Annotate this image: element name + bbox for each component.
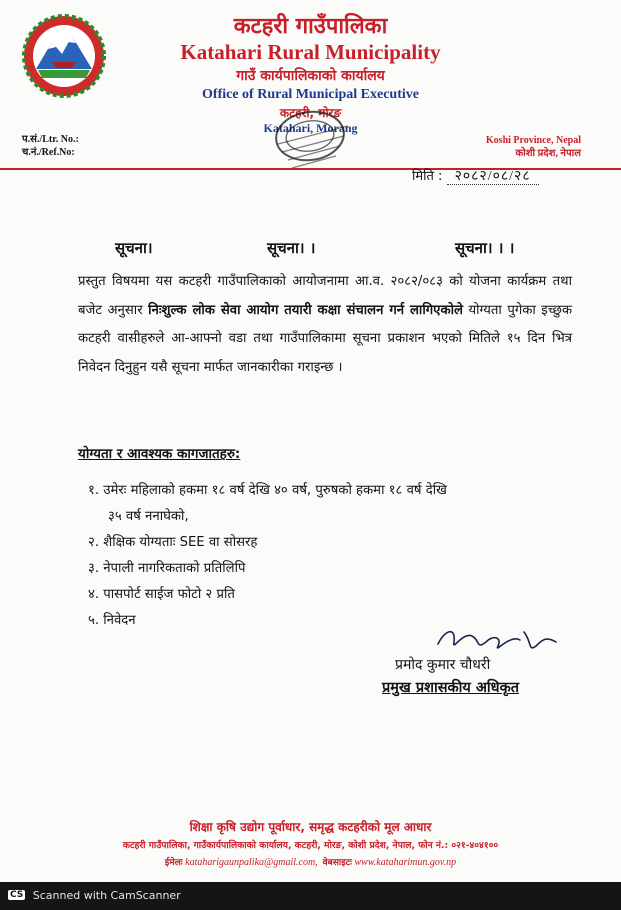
office-title-ne: गाउँ कार्यपालिकाको कार्यालय bbox=[236, 68, 385, 84]
scanner-text: Scanned with CamScanner bbox=[32, 889, 181, 902]
para-part-2: योग्यता पुगेका इच्छुक कटहरी वासीहरुले आ-आफ्नो वडा तथा गाउँपालिकामा सूचना प्रकाशन भएको मितिले १५ दिन भित्र निवेदन दिनुहुन यसै सूचना मार्फत जानकारीका गराइन्छ । bbox=[78, 302, 572, 375]
email-label: ईमेलः bbox=[164, 858, 183, 868]
province-ne: कोशी प्रदेश, नेपाल bbox=[515, 148, 581, 159]
footer-address: कटहरी गाउँपालिका, गाउँकार्यपालिकाको कार्यालय, कटहरी, मोरङ, कोशी प्रदेश, नेपाल, फोन नं.: ०२१-४०४१०० bbox=[122, 840, 499, 851]
footer-email: kataharigaunpalika@gmail.com, bbox=[185, 857, 318, 868]
list-item: ४. पासपोर्ट साईज फोटो २ प्रति bbox=[88, 587, 235, 602]
list-item: २. शैक्षिक योग्यताः SEE वा सोसरह bbox=[88, 535, 258, 550]
signatory-title bbox=[382, 680, 519, 696]
list-item: ५. निवेदन bbox=[88, 613, 136, 628]
signatory-title-text: प्रमुख प्रशासकीय अधिकृत bbox=[382, 680, 519, 696]
camscanner-logo-icon: CS bbox=[10, 890, 24, 900]
footer-slogan: शिक्षा कृषि उद्योग पूर्वाधार, समृद्ध कटहरीको मूल आधार bbox=[189, 820, 432, 834]
letter-reference bbox=[22, 133, 79, 159]
office-title-en: Office of Rural Municipal Executive bbox=[202, 87, 419, 102]
website-label: वेबसाइटः bbox=[322, 858, 353, 868]
notice-heading-3: सूचना। । । bbox=[455, 239, 515, 257]
province-en: Koshi Province, Nepal bbox=[485, 135, 581, 146]
province-block bbox=[486, 134, 581, 160]
place-ne: कटहरी, मोरङ bbox=[279, 106, 342, 120]
qualification-list bbox=[88, 478, 578, 634]
qualification-title: योग्यता र आवश्यक कागजातहरु: bbox=[78, 446, 241, 462]
municipality-title-ne: कटहरी गाउँपालिका bbox=[233, 14, 388, 39]
list-item: १. उमेरः महिलाको हकमा १८ वर्ष देखि ४० वर्ष, पुरुषको हकमा १८ वर्ष देखि bbox=[88, 483, 447, 498]
notice-heading-2: सूचना। । bbox=[267, 239, 316, 257]
para-part-1: प्रस्तुत विषयमा यस कटहरी गाउँपालिकाको आयोजनामा आ.व. २०८२/०८३ को योजना कार्यक्रम तथा बजेट अनुसार bbox=[78, 274, 572, 318]
ltr-no-label: प.सं./Ltr. No.: bbox=[22, 134, 79, 145]
municipality-title-en: Katahari Rural Municipality bbox=[180, 40, 441, 64]
office-stamp-icon bbox=[248, 102, 378, 182]
date-value: २०८२/०८/२८ bbox=[447, 169, 539, 185]
ref-no-label: च.नं./Ref.No: bbox=[22, 147, 75, 158]
date-field bbox=[412, 166, 539, 185]
date-label: मिति : bbox=[412, 169, 443, 184]
place-en: Katahari, Morang bbox=[263, 121, 358, 135]
para-bold: निःशुल्क लोक सेवा आयोग तयारी कक्षा संचालन गर्न लागिएकोले bbox=[148, 302, 463, 318]
list-item: ३५ वर्ष ननाघेको, bbox=[108, 509, 189, 524]
footer-contact bbox=[0, 855, 621, 868]
scanner-bar bbox=[0, 882, 621, 910]
list-item: ३. नेपाली नागरिकताको प्रतिलिपि bbox=[88, 561, 246, 576]
footer-website: www.kataharimun.gov.np bbox=[354, 857, 457, 868]
notice-paragraph bbox=[78, 268, 572, 382]
notice-heading-1: सूचना। bbox=[115, 239, 153, 257]
signatory-name: प्रमोद कुमार चौधरी bbox=[395, 657, 491, 673]
